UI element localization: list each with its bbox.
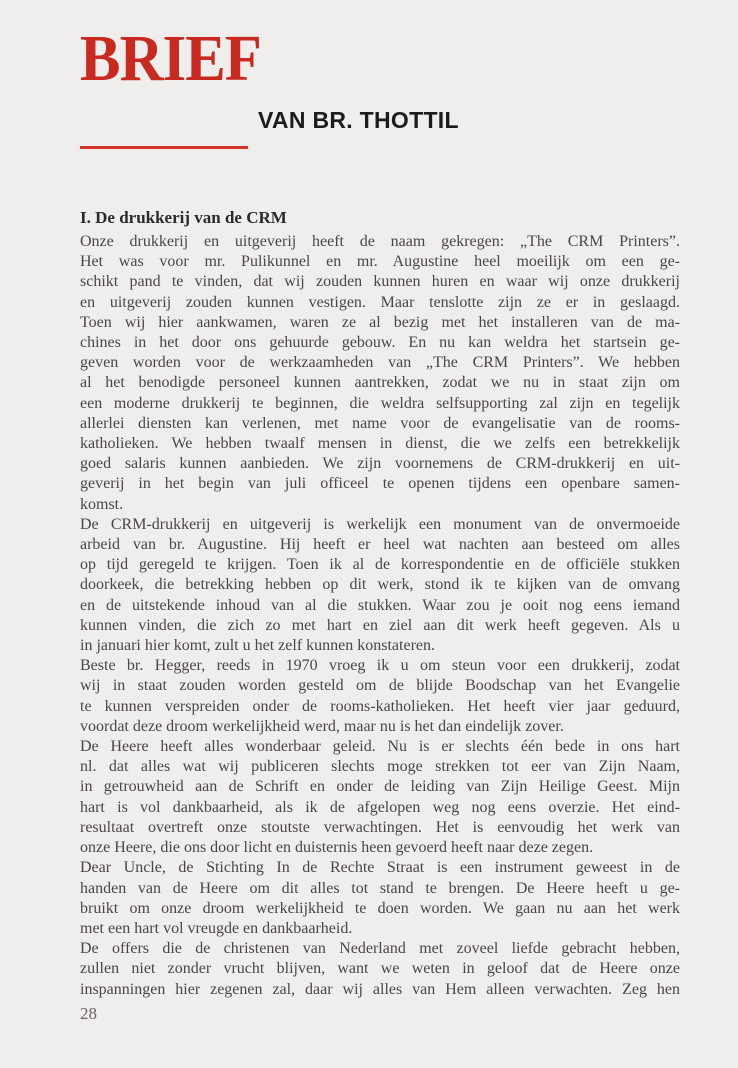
title-divider	[80, 146, 248, 149]
text-line: met een hart vol vreugde en dankbaarheid.	[80, 919, 353, 937]
text-line: katholieken. We hebben twaalf mensen in dienst, die we zelfs een betrekkelijk	[80, 435, 680, 453]
text-line: schikt pand te vinden, dat wij zouden kunnen huren en waar wij onze drukkerij	[80, 273, 680, 291]
text-line: zullen niet zonder vrucht blijven, want we weten in geloof dat de Heere onze	[80, 960, 680, 978]
text-line: in getrouwheid aan de Schrift en onder de leiding van Zijn Heilige Geest. Mijn	[80, 778, 680, 796]
text-line: hart is vol dankbaarheid, als ik de afgelopen weg nog eens overzie. Het eind-	[80, 798, 680, 816]
article-content	[80, 207, 680, 1024]
section-heading: I. De drukkerij van de CRM	[80, 208, 287, 227]
text-line: allerlei diensten kan verlenen, met name voor de evangelisatie van de rooms-	[80, 414, 680, 432]
text-line: doorkeek, die betrekking hebben op dit werk, stond ik te kijken van de omvang	[80, 576, 680, 594]
text-line: goed salaris kunnen aanbieden. We zijn voornemens de CRM-drukkerij en uit-	[80, 455, 680, 473]
text-line: De CRM-drukkerij en uitgeverij is werkelijk een monument van de onvermoeide	[80, 515, 680, 533]
text-line: te kunnen verspreiden onder de rooms-katholieken. Het heeft vier jaar geduurd,	[80, 697, 680, 715]
text-line: Onze drukkerij en uitgeverij heeft de naam gekregen: „The CRM Printers”.	[80, 233, 680, 250]
text-line: chines in het door ons gehuurde gebouw. En nu kan weldra het startsein ge-	[80, 334, 680, 352]
paragraph	[80, 656, 680, 737]
text-line: Het was voor mr. Pulikunnel en mr. Augustine heel moeilijk om een ge-	[80, 253, 680, 271]
text-line: resultaat overtreft onze stoutste verwachtingen. Het is eenvoudig het werk van	[80, 818, 680, 836]
paragraph	[80, 858, 680, 939]
text-line: in januari hier komt, zult u het zelf kunnen konstateren.	[80, 637, 435, 655]
text-line: inspanningen hier zegenen zal, daar wij alles van Hem alleen verwachten. Zeg hen	[80, 980, 680, 998]
paragraph	[80, 939, 680, 1000]
text-line: De offers die de christenen van Nederland met zoveel liefde gebracht hebben,	[80, 940, 680, 958]
text-line: bruikt om onze droom werkelijkheid te doen worden. We gaan nu aan het werk	[80, 899, 680, 917]
text-line: wij in staat zouden worden gesteld om de blijde Boodschap van het Evangelie	[80, 677, 680, 695]
text-line: Dear Uncle, de Stichting In de Rechte Straat is een instrument geweest in de	[80, 859, 680, 877]
text-line: een moderne drukkerij te beginnen, die weldra selfsupporting zal zijn en tegelijk	[80, 394, 680, 412]
paragraph	[80, 515, 680, 656]
article-title: BRIEF	[80, 22, 261, 95]
text-line: Toen wij hier aankwamen, waren ze al bezig met het installeren van de ma-	[80, 313, 680, 331]
text-line: arbeid van br. Augustine. Hij heeft er heel wat nachten aan besteed om alles	[80, 536, 680, 554]
text-line: Beste br. Hegger, reeds in 1970 vroeg ik u om steun voor een drukkerij, zodat	[80, 657, 680, 675]
text-line: en de uitstekende inhoud van al die stukken. Waar zou je ooit nog eens iemand	[80, 596, 680, 614]
text-line: geven worden voor de werkzaamheden van „The CRM Printers”. We hebben	[80, 354, 680, 372]
text-line: nl. dat alles wat wij publiceren slechts moge strekken tot eer van Zijn Naam,	[80, 758, 680, 776]
article-body	[80, 232, 680, 1000]
text-line: komst.	[80, 495, 124, 513]
text-line: onze Heere, die ons door licht en duisternis heen gevoerd heeft naar deze zegen.	[80, 839, 594, 857]
text-line: voordat deze droom werkelijkheid werd, maar nu is het dan eindelijk zover.	[80, 717, 564, 735]
text-line: al het benodigde personeel kunnen aantrekken, zodat we nu in staat zijn om	[80, 374, 680, 392]
text-line: en uitgeverij zouden kunnen vestigen. Maar tenslotte zijn ze er in geslaagd.	[80, 293, 680, 311]
paragraph	[80, 232, 680, 515]
text-line: geverij in het begin van juli officeel te openen tijdens een openbare samen-	[80, 475, 680, 493]
text-line: kunnen vinden, die zich zo met hart en ziel aan dit werk heeft gegeven. Als u	[80, 616, 680, 634]
text-line: handen van de Heere om dit alles tot stand te brengen. De Heere heeft u ge-	[80, 879, 680, 897]
paragraph	[80, 737, 680, 858]
article-subtitle: VAN BR. THOTTIL	[258, 107, 459, 133]
text-line: De Heere heeft alles wonderbaar geleid. Nu is er slechts één bede in ons hart	[80, 738, 680, 756]
page-number: 28	[80, 1003, 97, 1023]
text-line: op tijd geregeld te krijgen. Toen ik al de korrespondentie en de officiële stukken	[80, 556, 680, 574]
